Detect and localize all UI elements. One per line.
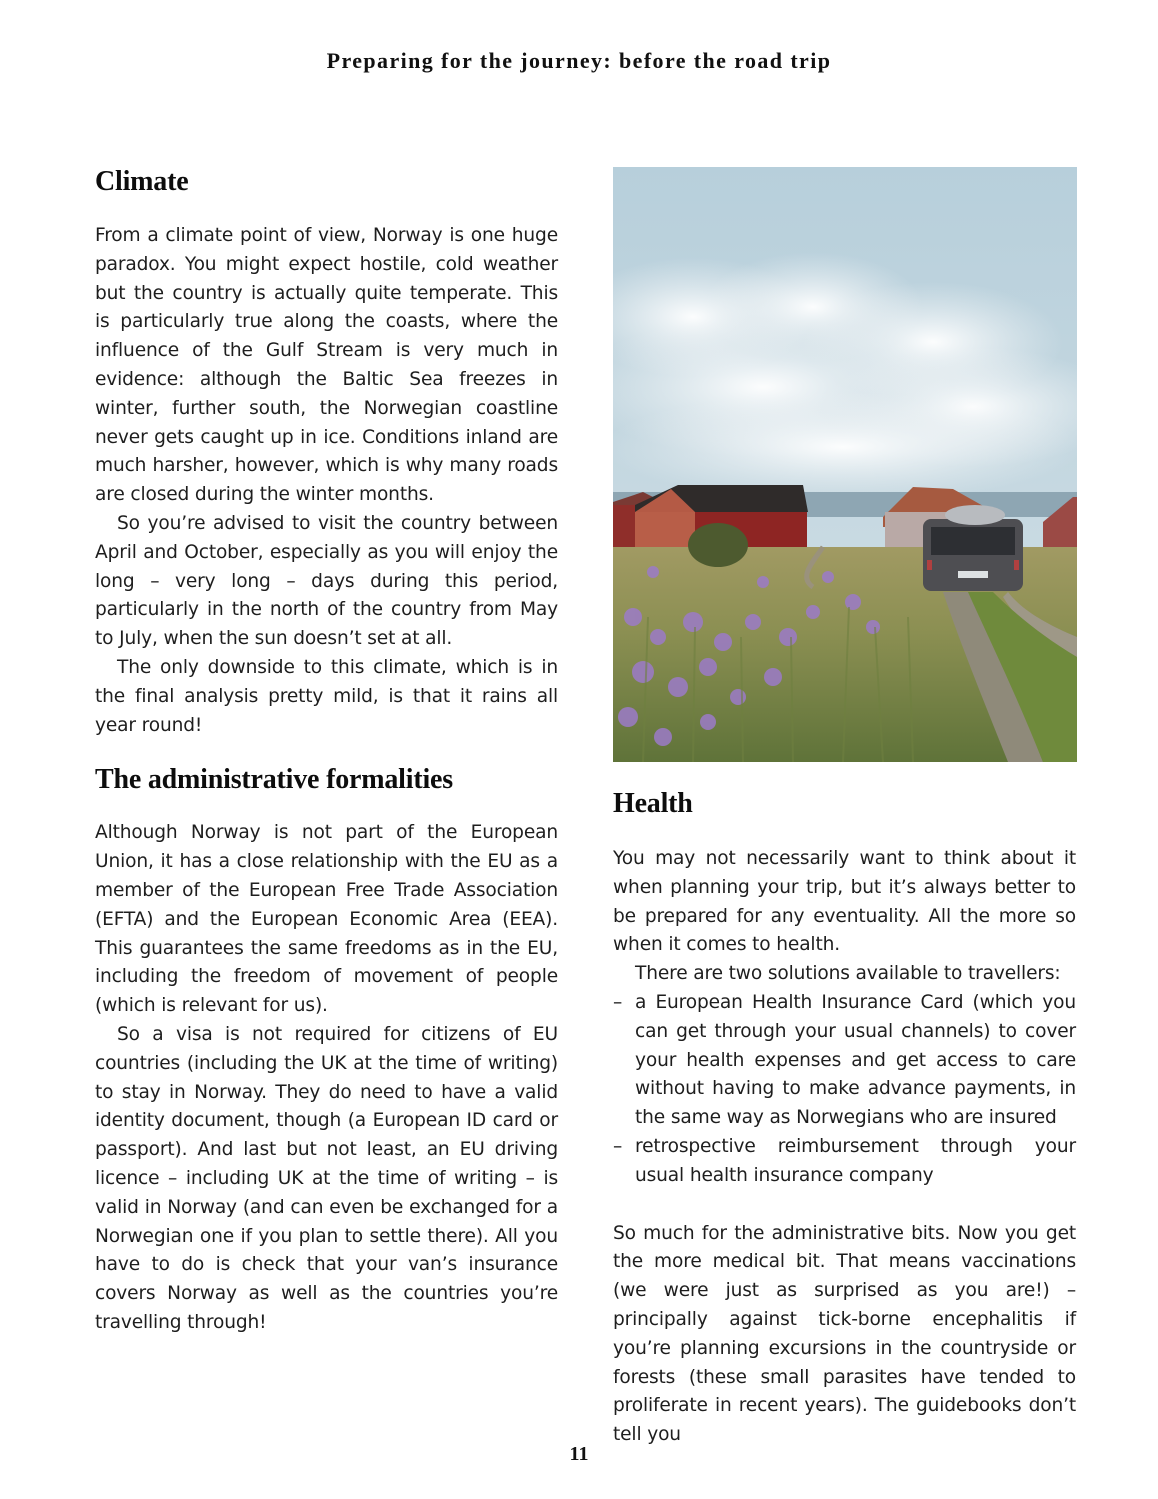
health-lead: There are two solutions available to travellers:: [635, 963, 1061, 985]
health-paragraph-after: So much for the administrative bits. Now you get the more medical bit. That means vaccinations (we were just as surprised as you are!) – principally against tick-borne encephalitis if you’re planning excursions in the countryside or forests (these small parasites have tended to proliferate in recent years). The guidebooks don’t tell you: [613, 1222, 1076, 1446]
climate-heading: Climate: [95, 166, 189, 197]
left-column: [95, 164, 558, 1338]
list-item: [613, 1133, 1076, 1191]
admin-paragraph-2: So a visa is not required for citizens of EU countries (including the UK at the time of writing) to stay in Norway. They do need to have a valid identity document, though (a European ID card or passport). And last but not least, an EU driving licence – including UK at the time of writing – is valid in Norway (and can even be exchanged for a Norwegian one if you plan to settle there). All you have to do is check that your van’s insurance covers Norway as well as the countries you’re travelling through!: [95, 1023, 558, 1333]
dash-bullet-icon: –: [613, 991, 623, 1013]
health-options-list: [613, 989, 1076, 1191]
admin-heading: The administrative formalities: [95, 764, 453, 796]
admin-section: [95, 762, 558, 1337]
page-number: 11: [569, 1443, 589, 1465]
spacer: [613, 1191, 1076, 1220]
list-item-text: retrospective reimbursement through your usual health insurance company: [635, 1135, 1076, 1186]
climate-section: [95, 164, 558, 740]
photo-illustration: [613, 167, 1077, 762]
health-heading: Health: [613, 788, 693, 819]
health-section: [613, 786, 1076, 1450]
climate-paragraph-3: The only downside to this climate, which is in the final analysis pretty mild, is that it rains all year round!: [95, 656, 558, 736]
health-intro: You may not necessarily want to think about it when planning your trip, but it’s always better to be prepared for any eventuality. All the more so when it comes to health.: [613, 848, 1076, 956]
running-head: Preparing for the journey: before the road trip: [326, 48, 832, 73]
admin-paragraph-1: Although Norway is not part of the European Union, it has a close relationship with the EU as a member of the European Free Trade Association (EFTA) and the European Economic Area (EEA). This guarantees the same freedoms as in the EU, including the freedom of movement of people (which is relevant for us).: [95, 822, 558, 1017]
list-item: [613, 989, 1076, 1133]
landscape-photo: [613, 167, 1077, 762]
dash-bullet-icon: –: [613, 1135, 623, 1157]
list-item-text: a European Health Insurance Card (which you can get through your usual channels) to cover your health expenses and get access to care without having to make advance payments, in the same way as Norwegians who are insured: [635, 991, 1076, 1129]
climate-paragraph-2: So you’re advised to visit the country between April and October, especially as you will enjoy the long – very long – days during this period, particularly in the north of the country from May to July, when the sun doesn’t set at all.: [95, 512, 558, 650]
climate-paragraph-1: From a climate point of view, Norway is one huge paradox. You might expect hostile, cold weather but the country is actually quite temperate. This is particularly true along the coasts, where the influence of the Gulf Stream is very much in evidence: although the Baltic Sea freezes in winter, further south, the Norwegian coastline never gets caught up in ice. Conditions inland are much harsher, however, which is why many roads are closed during the winter months.: [95, 225, 558, 506]
right-column: [613, 167, 1076, 1450]
